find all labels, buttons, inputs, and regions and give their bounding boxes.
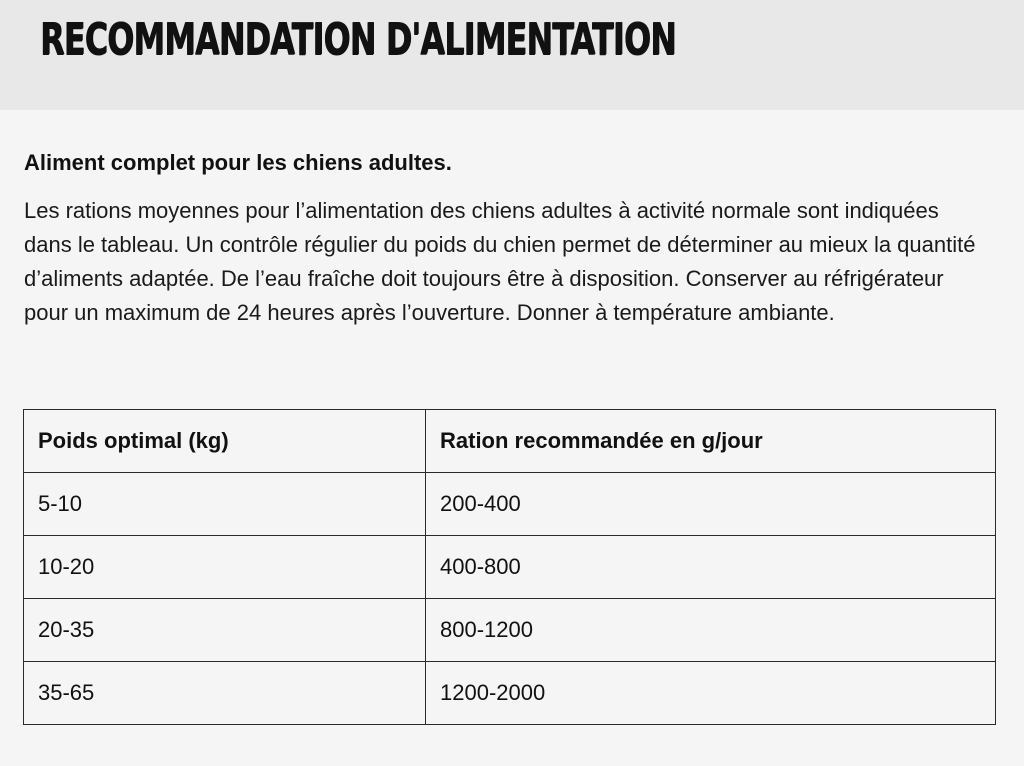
ration-cell: 800-1200 bbox=[426, 599, 996, 662]
feeding-table bbox=[23, 409, 996, 725]
weight-cell: 20-35 bbox=[24, 599, 426, 662]
ration-cell: 400-800 bbox=[426, 536, 996, 599]
page-title: RECOMMANDATION D'ALIMENTATION bbox=[40, 14, 676, 65]
ration-cell: 1200-2000 bbox=[426, 662, 996, 725]
table-row bbox=[24, 473, 996, 536]
weight-cell: 5-10 bbox=[24, 473, 426, 536]
weight-cell: 10-20 bbox=[24, 536, 426, 599]
column-header-ration: Ration recommandée en g/jour bbox=[426, 410, 996, 473]
product-subtitle: Aliment complet pour les chiens adultes. bbox=[24, 150, 452, 175]
table-row bbox=[24, 536, 996, 599]
weight-cell: 35-65 bbox=[24, 662, 426, 725]
feeding-description: Les rations moyennes pour l’alimentation des chiens adultes à activité normale sont indiquées dans le tableau. Un contrôle régulier du poids du chien permet de déterminer au mieux la quantité d’aliments adaptée. De l’eau fraîche doit toujours être à disposition. Conserver au réfrigérateur pour un maximum de 24 heures après l’ouverture. Donner à température ambiante. bbox=[24, 198, 976, 325]
ration-cell: 200-400 bbox=[426, 473, 996, 536]
column-header-weight: Poids optimal (kg) bbox=[24, 410, 426, 473]
table-row bbox=[24, 599, 996, 662]
table-header-row bbox=[24, 410, 996, 473]
header-band bbox=[0, 0, 1024, 110]
main-content bbox=[24, 146, 996, 330]
table-row bbox=[24, 662, 996, 725]
